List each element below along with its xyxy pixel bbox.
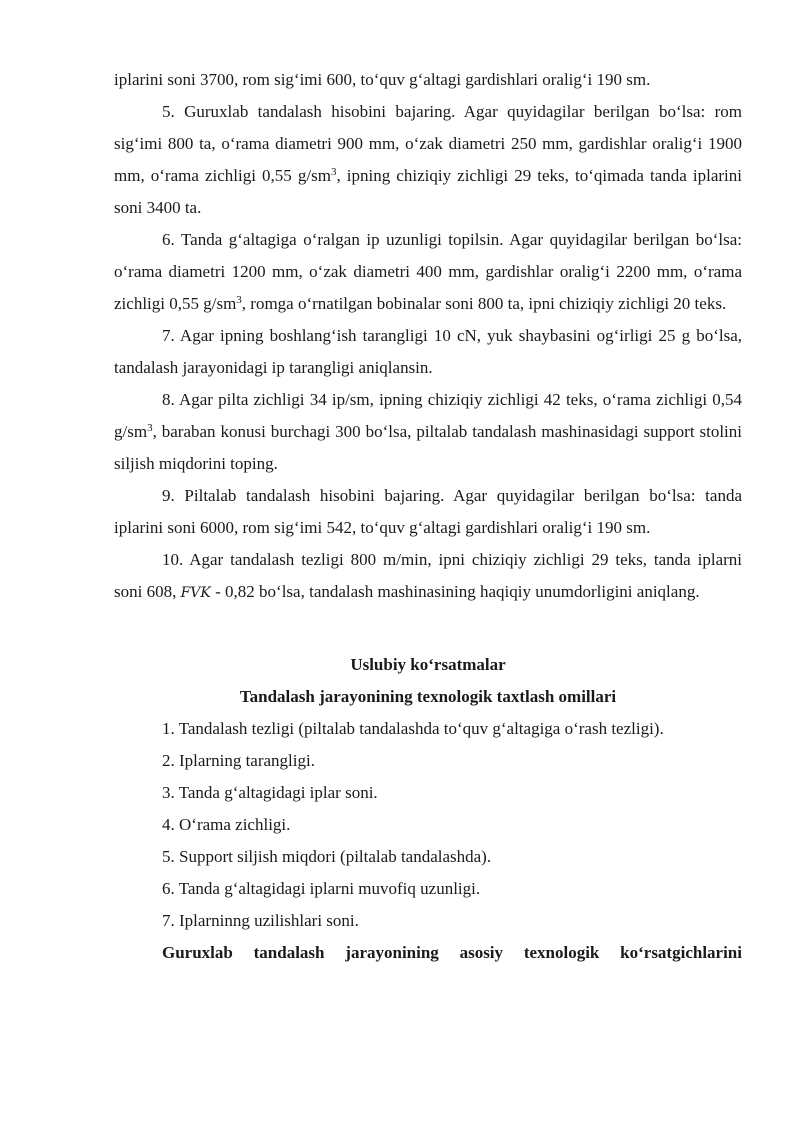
document-page: [114, 64, 742, 969]
fvk-symbol: FVK: [180, 585, 211, 601]
spacer: [114, 609, 742, 649]
list-item: 4. O‘rama zichligi.: [162, 815, 291, 834]
problem-9: 9. Piltalab tandalash hisobini bajaring. Agar quyidagilar berilgan bo‘lsa: tanda iplarini soni 6000, rom sig‘imi 542, to‘quv g‘altagi gardishlari oralig‘i 190 sm.: [114, 486, 742, 537]
problem-6-text: 6. Tanda g‘altagiga o‘ralgan ip uzunligi topilsin. Agar quyidagilar berilgan bo‘lsa: o‘rama diametri 1200 mm, o‘zak diametri 400 mm, gardishlar oralig‘i 2200 mm, o‘rama zichligi 0,55 g/sm: [114, 230, 742, 313]
paragraph-continuation: iplarini soni 3700, rom sig‘imi 600, to‘quv g‘altagi gardishlari oralig‘i 190 sm.: [114, 70, 651, 89]
problem-10-text-end: - 0,82 bo‘lsa, tandalash mashinasining haqiqiy unumdorligini aniqlang.: [210, 582, 700, 601]
problem-8-text: 8. Agar pilta zichligi 34 ip/sm, ipning chiziqiy zichligi 42 teks, o‘rama zichligi 0,54 g/sm: [114, 390, 742, 441]
problem-5: [114, 96, 742, 224]
list-item: 5. Support siljish miqdori (piltalab tandalashda).: [162, 847, 492, 866]
list-item: 6. Tanda g‘altagidagi iplarni muvofiq uzunligi.: [162, 879, 481, 898]
section-subheading: Tandalash jarayonining texnologik taxtlash omillari: [239, 687, 617, 706]
superscript: 3: [330, 166, 337, 178]
list-item: 3. Tanda g‘altagidagi iplar soni.: [162, 783, 378, 802]
problem-10-text: 10. Agar tandalash tezligi 800 m/min, ipni chiziqiy zichligi 29 teks, tanda iplarni soni 608,: [114, 550, 742, 601]
problem-6-text-end: , romga o‘rnatilgan bobinalar soni 800 ta, ipni chiziqiy zichligi 20 teks.: [241, 294, 727, 313]
problem-8-text-end: , baraban konusi burchagi 300 bo‘lsa, piltalab tandalash mashinasidagi support stolini siljish miqdorini toping.: [114, 422, 742, 473]
problem-7: 7. Agar ipning boshlang‘ish tarangligi 10 cN, yuk shaybasini og‘irligi 25 g bo‘lsa, tandalash jarayonidagi ip tarangligi aniqlansin.: [114, 326, 742, 377]
problem-8: [114, 384, 742, 480]
problem-5-text-end: , ipning chiziqiy zichligi 29 teks, to‘qimada tanda iplarini soni 3400 ta.: [114, 166, 742, 217]
section-heading: Uslubiy ko‘rsatmalar: [350, 655, 506, 674]
list-item: 1. Tandalash tezligi (piltalab tandalashda to‘quv g‘altagiga o‘rash tezligi).: [162, 719, 664, 738]
superscript: 3: [236, 294, 242, 306]
problem-5-text: 5. Guruxlab tandalash hisobini bajaring. Agar quyidagilar berilgan bo‘lsa: rom sig‘imi 800 ta, o‘rama diametri 900 mm, o‘zak diametri 250 mm, gardishlar oralig‘i 1900 mm, o‘rama zichligi 0,55 g/sm: [114, 102, 742, 185]
superscript: 3: [147, 422, 153, 434]
list-item: 2. Iplarning tarangligi.: [162, 751, 315, 770]
problem-10: [114, 544, 742, 609]
problem-6: [114, 224, 742, 320]
list-item: 7. Iplarninng uzilishlari soni.: [162, 911, 359, 930]
bold-heading-line: Guruxlab tandalash jarayonining asosiy texnologik ko‘rsatgichlarini: [162, 943, 742, 962]
